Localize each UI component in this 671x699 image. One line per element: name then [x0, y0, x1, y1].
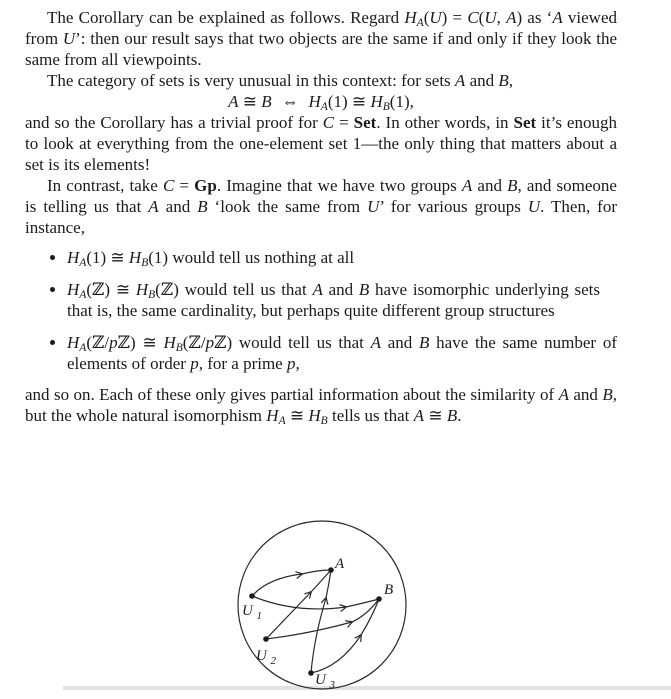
bullet-list [25, 247, 617, 374]
paragraph-corollary-explained: The Corollary can be explained as follows. Regard $H_A(U) = C(U$, A) as ‘A viewed from U’: then our result says that two objects are the same if and only if they look the same from all viewpoints. [25, 8, 618, 69]
node-u2-dot [263, 636, 269, 642]
node-u1-label: U [242, 603, 253, 619]
arrow-u1-to-b [252, 596, 379, 609]
arrow-u3-to-a [311, 570, 331, 673]
body-text [25, 7, 617, 426]
display-equation: A ≅ B ⇔ $H_A(1)$ ≅ $H_B(1)$, [228, 92, 414, 114]
list-item: • $H_A(ℤ)$ ≅ $H_B(ℤ)$ would tell us that A and B have isomorphic underlying sets that is, the same cardinality, but perhaps quite different group structures [67, 279, 617, 321]
viewpoints-diagram [0, 480, 671, 699]
node-u3-dot [308, 670, 314, 676]
paragraph-and-so-on: and so on. Each of these only gives partial information about the similarity of A and B, but the whole natural isomorphism $H_A$ ≅ $H_B$ tells us that A ≅ B. [25, 385, 617, 428]
node-u2-label: U [256, 648, 267, 664]
paragraph-category-of-sets: The category of sets is very unusual in this context: for sets A and B, [47, 71, 513, 90]
node-u1-label-subscript: 1 [256, 610, 262, 622]
list-item: • $H_A(1)$ ≅ $H_B(1)$ would tell us nothing at all [67, 247, 617, 268]
node-a-label: A [335, 556, 345, 572]
node-b-label: B [384, 582, 394, 598]
node-u2-label-subscript: 2 [270, 655, 276, 667]
node-b-dot [376, 596, 382, 602]
node-a-dot [328, 567, 334, 573]
node-u3-label-subscript: 3 [329, 679, 335, 691]
node-u3-label: U [315, 672, 326, 688]
node-u1-dot [249, 593, 255, 599]
list-item: • $H_A(ℤ/pℤ)$ ≅ $H_B(ℤ/pℤ)$ would tell us that A and B have the same number of elements of order p, for a prime p, [67, 332, 617, 374]
paragraph-in-contrast: In contrast, take C = Gp. Imagine that we have two groups A and B, and someone is telling us that A and B ‘look the same from U’ for various groups U. Then, for instance, [25, 176, 618, 237]
paragraph-trivial-proof: and so the Corollary has a trivial proof for C = Set. In other words, in Set it’s enough to look at everything from the one-element set 1—the only thing that matters about a set is its elements! [25, 113, 617, 174]
